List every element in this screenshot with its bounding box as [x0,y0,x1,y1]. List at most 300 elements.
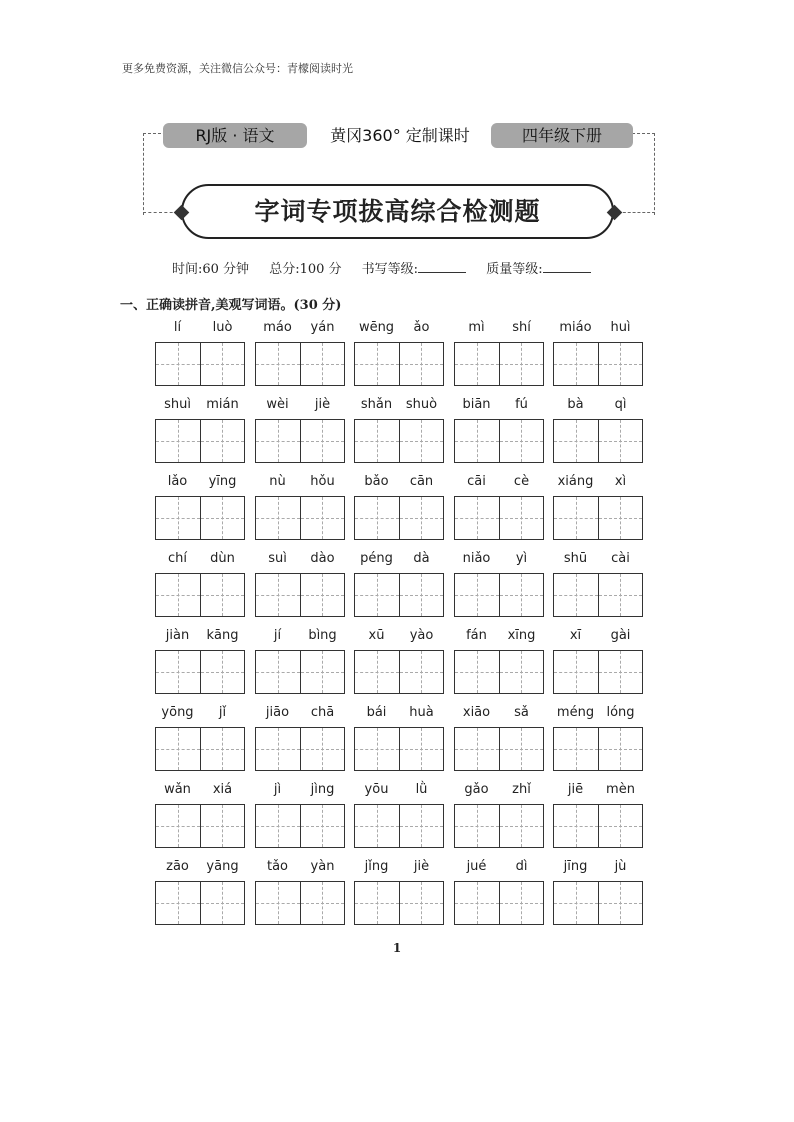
pinyin-line [255,705,345,727]
word-item [155,320,245,386]
pinyin-syllable: ǎo [413,320,430,335]
grid-row [155,628,645,705]
pinyin-syllable: nù [269,474,286,489]
pinyin-syllable: yīng [208,474,237,489]
word-item [454,859,544,925]
pinyin-syllable: jué [466,859,487,874]
writing-box [255,727,345,771]
pinyin-syllable: sǎ [514,705,529,720]
writing-box [155,573,245,617]
writing-cell[interactable] [399,728,443,770]
pinyin-line [354,705,444,727]
pinyin-syllable: shuì [164,397,191,412]
grid-row [155,397,645,474]
writing-cell[interactable] [399,420,443,462]
writing-cell[interactable] [399,574,443,616]
pinyin-syllable: hǒu [310,474,335,489]
writing-cell[interactable] [455,497,499,539]
writing-cell[interactable] [598,574,642,616]
writing-cell[interactable] [554,651,598,693]
writing-box [454,419,544,463]
pinyin-line [354,859,444,881]
quality-grade-blank [543,260,591,273]
writing-box [255,881,345,925]
pinyin-syllable: jí [273,628,282,643]
pinyin-line [454,705,544,727]
writing-box [354,650,444,694]
writing-cell[interactable] [499,728,543,770]
writing-cell[interactable] [300,882,344,924]
writing-cell[interactable] [355,343,399,385]
pinyin-syllable: xiāo [462,705,491,720]
page-title: 字词专项拔高综合检测题 [181,184,614,239]
pinyin-line [255,628,345,650]
writing-cell[interactable] [156,651,200,693]
writing-box [255,419,345,463]
pinyin-syllable: cài [611,551,630,566]
pinyin-line [155,859,245,881]
writing-cell[interactable] [156,728,200,770]
writing-box [354,881,444,925]
writing-box [553,650,643,694]
pinyin-syllable: méng [556,705,595,720]
writing-cell[interactable] [399,651,443,693]
word-item [354,320,444,386]
pinyin-syllable: biān [462,397,491,412]
writing-cell[interactable] [598,805,642,847]
pinyin-syllable: yào [409,628,434,643]
word-item [255,397,345,463]
word-item [255,551,345,617]
pinyin-line [255,397,345,419]
pinyin-syllable: chí [168,551,187,566]
writing-grade-label: 书写等级: [361,262,419,277]
grid-row [155,705,645,782]
word-item [553,397,643,463]
pinyin-syllable: luò [212,320,233,335]
pinyin-line [553,705,643,727]
pinyin-syllable: yōu [364,782,389,797]
pinyin-line [255,782,345,804]
word-item [354,705,444,771]
pinyin-line [454,782,544,804]
pinyin-syllable: jiàn [165,628,190,643]
writing-cell[interactable] [200,651,244,693]
word-item [354,397,444,463]
pinyin-line [155,705,245,727]
pinyin-syllable: bái [366,705,387,720]
writing-box [454,573,544,617]
writing-cell[interactable] [554,497,598,539]
writing-cell[interactable] [200,343,244,385]
pinyin-line [553,397,643,419]
pinyin-syllable: lí [173,320,182,335]
word-item [155,628,245,694]
pinyin-syllable: lǜ [415,782,428,797]
word-item [454,320,544,386]
writing-box [354,573,444,617]
word-item [553,705,643,771]
pinyin-syllable: wèi [266,397,289,412]
writing-cell[interactable] [455,805,499,847]
word-item [255,782,345,848]
writing-cell[interactable] [256,651,300,693]
writing-cell[interactable] [156,420,200,462]
pinyin-syllable: shū [563,551,588,566]
word-item [255,859,345,925]
pinyin-line [155,782,245,804]
pinyin-syllable: mì [468,320,485,335]
pinyin-syllable: jìng [310,782,335,797]
writing-box [553,573,643,617]
word-item [454,782,544,848]
pinyin-syllable: fú [515,397,528,412]
pinyin-syllable: jiāo [265,705,290,720]
pinyin-syllable: mèn [606,782,635,797]
pinyin-line [454,320,544,342]
pinyin-syllable: shǎn [360,397,393,412]
writing-cell[interactable] [355,805,399,847]
writing-box [155,727,245,771]
writing-box [354,804,444,848]
pinyin-line [255,859,345,881]
pinyin-syllable: xīng [507,628,536,643]
pinyin-line [454,859,544,881]
pinyin-syllable: yāng [206,859,239,874]
pinyin-syllable: bà [567,397,584,412]
pinyin-syllable: gǎo [464,782,489,797]
pinyin-syllable: xī [569,628,582,643]
pinyin-syllable: shuò [405,397,438,412]
writing-cell[interactable] [598,882,642,924]
exam-time: 时间:60 分钟 [172,262,250,277]
word-item [553,474,643,540]
pinyin-line [255,474,345,496]
writing-cell[interactable] [200,574,244,616]
writing-cell[interactable] [499,420,543,462]
word-item [255,474,345,540]
writing-cell[interactable] [256,497,300,539]
pinyin-line [354,628,444,650]
writing-box [155,496,245,540]
pinyin-syllable: jiè [413,859,430,874]
grid-row [155,782,645,859]
writing-box [454,650,544,694]
writing-cell[interactable] [300,343,344,385]
quality-grade-label: 质量等级: [486,262,543,277]
pinyin-syllable: tǎo [266,859,289,874]
pinyin-syllable: dào [310,551,335,566]
writing-cell[interactable] [256,882,300,924]
pinyin-syllable: máo [263,320,292,335]
writing-box [454,727,544,771]
writing-cell[interactable] [455,420,499,462]
grade-badge: 四年级下册 [491,123,633,148]
word-item [354,859,444,925]
writing-cell[interactable] [554,805,598,847]
writing-box [553,727,643,771]
writing-cell[interactable] [256,574,300,616]
word-item [553,551,643,617]
word-item [255,628,345,694]
writing-cell[interactable] [355,420,399,462]
writing-box [454,496,544,540]
word-item [155,551,245,617]
pinyin-syllable: zhǐ [512,782,531,797]
pinyin-line [553,859,643,881]
pinyin-syllable: xiáng [557,474,594,489]
writing-cell[interactable] [499,805,543,847]
writing-cell[interactable] [598,343,642,385]
writing-cell[interactable] [256,343,300,385]
writing-box [255,573,345,617]
brand-label: 黄冈360° 定制课时 [330,126,470,145]
writing-box [354,342,444,386]
grid-row [155,859,645,936]
pinyin-line [454,551,544,573]
pinyin-line [155,320,245,342]
pinyin-syllable: jiē [567,782,584,797]
pinyin-line [354,551,444,573]
writing-box [454,804,544,848]
writing-cell[interactable] [300,805,344,847]
pinyin-syllable: jiè [314,397,331,412]
writing-cell[interactable] [256,420,300,462]
writing-cell[interactable] [554,882,598,924]
writing-cell[interactable] [399,343,443,385]
writing-cell[interactable] [355,574,399,616]
pinyin-syllable: cān [409,474,434,489]
pinyin-line [255,320,345,342]
word-item [354,551,444,617]
writing-cell[interactable] [499,497,543,539]
writing-box [553,496,643,540]
writing-box [255,650,345,694]
pinyin-syllable: wǎn [164,782,191,797]
pinyin-syllable: fán [466,628,487,643]
writing-cell[interactable] [598,651,642,693]
word-item [155,782,245,848]
writing-cell[interactable] [156,497,200,539]
writing-box [255,342,345,386]
section-title: 一、正确读拼音,美观写词语。(30 分) [120,298,342,313]
writing-cell[interactable] [499,574,543,616]
pinyin-syllable: xì [614,474,627,489]
pinyin-line [553,782,643,804]
pinyin-grid [155,320,645,936]
pinyin-line [155,551,245,573]
word-item [354,628,444,694]
pinyin-syllable: huà [409,705,434,720]
pinyin-syllable: dùn [210,551,235,566]
edition-badge: RJ版 · 语文 [163,123,307,148]
writing-box [354,419,444,463]
writing-box [553,881,643,925]
writing-box [255,496,345,540]
pinyin-line [553,474,643,496]
pinyin-syllable: kāng [206,628,239,643]
writing-box [553,342,643,386]
writing-box [155,881,245,925]
pinyin-line [155,474,245,496]
word-item [155,397,245,463]
pinyin-line [553,551,643,573]
writing-cell[interactable] [200,497,244,539]
pinyin-syllable: xū [368,628,385,643]
pinyin-syllable: yōng [161,705,194,720]
word-item [255,320,345,386]
word-item [155,474,245,540]
pinyin-syllable: chā [310,705,335,720]
writing-cell[interactable] [399,882,443,924]
pinyin-syllable: huì [610,320,631,335]
writing-box [454,881,544,925]
title-right-line [618,212,655,213]
writing-cell[interactable] [200,420,244,462]
word-item [454,628,544,694]
pinyin-syllable: mián [206,397,239,412]
word-item [553,320,643,386]
writing-box [354,727,444,771]
word-item [354,474,444,540]
writing-cell[interactable] [300,420,344,462]
writing-cell[interactable] [256,805,300,847]
pinyin-line [155,628,245,650]
word-item [454,551,544,617]
pinyin-line [454,474,544,496]
writing-cell[interactable] [355,497,399,539]
writing-cell[interactable] [499,343,543,385]
writing-cell[interactable] [455,574,499,616]
writing-cell[interactable] [554,728,598,770]
pinyin-syllable: wēng [358,320,395,335]
page-number: 1 [392,941,402,955]
writing-cell[interactable] [355,882,399,924]
writing-cell[interactable] [300,651,344,693]
pinyin-line [354,397,444,419]
writing-box [454,342,544,386]
writing-cell[interactable] [156,574,200,616]
writing-box [155,342,245,386]
writing-cell[interactable] [598,497,642,539]
word-item [155,859,245,925]
writing-cell[interactable] [554,420,598,462]
pinyin-syllable: jì [273,782,282,797]
pinyin-syllable: dì [515,859,528,874]
writing-cell[interactable] [300,728,344,770]
word-item [553,859,643,925]
writing-cell[interactable] [300,497,344,539]
writing-grade [362,262,466,277]
pinyin-syllable: yì [515,551,528,566]
writing-cell[interactable] [256,728,300,770]
writing-cell[interactable] [156,882,200,924]
pinyin-syllable: lóng [606,705,635,720]
quality-grade [486,262,590,277]
pinyin-line [155,397,245,419]
exam-total: 总分:100 分 [269,262,342,277]
writing-cell[interactable] [455,882,499,924]
writing-cell[interactable] [156,343,200,385]
writing-cell[interactable] [554,343,598,385]
writing-cell[interactable] [455,651,499,693]
pinyin-syllable: jīng [563,859,588,874]
writing-cell[interactable] [200,728,244,770]
pinyin-syllable: yán [310,320,335,335]
pinyin-syllable: xiá [212,782,233,797]
pinyin-syllable: jǐ [218,705,227,720]
writing-cell[interactable] [156,805,200,847]
writing-cell[interactable] [200,805,244,847]
grid-row [155,474,645,551]
pinyin-syllable: jù [614,859,627,874]
writing-box [354,496,444,540]
writing-box [155,804,245,848]
pinyin-syllable: bǎo [364,474,389,489]
pinyin-syllable: bìng [308,628,337,643]
writing-cell[interactable] [300,574,344,616]
pinyin-line [454,628,544,650]
writing-cell[interactable] [355,728,399,770]
writing-cell[interactable] [455,728,499,770]
writing-cell[interactable] [499,882,543,924]
writing-cell[interactable] [554,574,598,616]
pinyin-syllable: cāi [467,474,486,489]
writing-cell[interactable] [499,651,543,693]
pinyin-line [255,551,345,573]
grid-row [155,551,645,628]
pinyin-line [354,320,444,342]
word-item [553,782,643,848]
pinyin-syllable: yàn [310,859,335,874]
word-item [553,628,643,694]
writing-box [255,804,345,848]
top-note: 更多免费资源，关注微信公众号：青檬阅读时光 [122,62,353,75]
pinyin-syllable: jǐng [364,859,389,874]
word-item [454,705,544,771]
pinyin-syllable: qì [614,397,627,412]
grid-row [155,320,645,397]
pinyin-syllable: cè [513,474,530,489]
word-item [454,397,544,463]
writing-box [155,650,245,694]
writing-cell[interactable] [355,651,399,693]
word-item [354,782,444,848]
word-item [155,705,245,771]
writing-cell[interactable] [399,497,443,539]
pinyin-line [454,397,544,419]
writing-cell[interactable] [455,343,499,385]
pinyin-line [553,320,643,342]
pinyin-line [354,474,444,496]
writing-cell[interactable] [200,882,244,924]
word-item [454,474,544,540]
pinyin-syllable: suì [268,551,287,566]
writing-box [155,419,245,463]
writing-box [553,804,643,848]
pinyin-syllable: miáo [559,320,592,335]
writing-cell[interactable] [598,420,642,462]
writing-cell[interactable] [399,805,443,847]
pinyin-syllable: lǎo [167,474,188,489]
pinyin-syllable: dà [413,551,430,566]
pinyin-syllable: gài [610,628,631,643]
pinyin-syllable: péng [360,551,393,566]
pinyin-syllable: zāo [166,859,189,874]
writing-cell[interactable] [598,728,642,770]
word-item [255,705,345,771]
pinyin-line [553,628,643,650]
